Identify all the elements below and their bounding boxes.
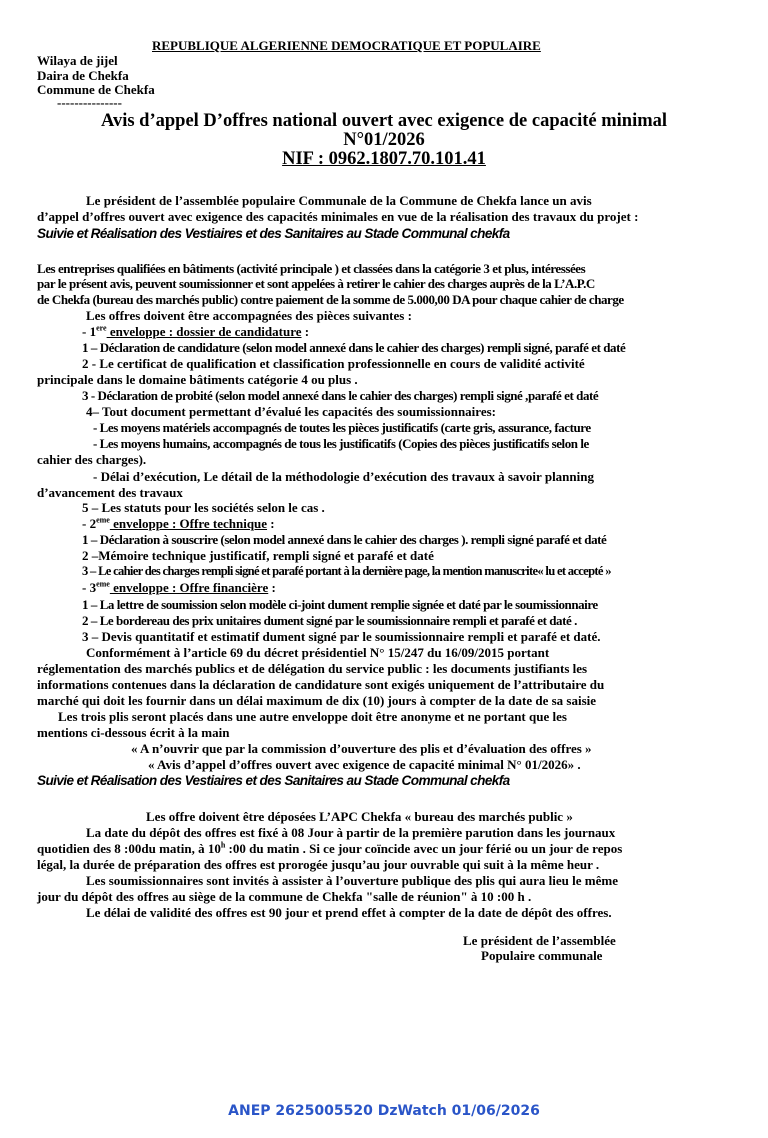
envelope-mention-quote-2: « Avis d’appel d’offres ouvert avec exigence de capacité minimal N° 01/2026» . [148,757,581,772]
conditions-line-1: Les entreprises qualifiées en bâtiments (activité principale ) et classées dans la catégorie 3 et plus, intéressées [37,261,586,276]
regulation-line-5: Les trois plis seront placés dans une autre enveloppe doit être anonyme et ne portant que les [58,709,567,724]
notice-number: N°01/2026 [343,130,425,150]
envelope-1-item-5: 5 – Les statuts pour les sociétés selon le cas . [82,500,325,515]
envelope-2-heading: - 2eme enveloppe : Offre technique : [82,515,275,531]
envelope-1-heading: - 1ere enveloppe : dossier de candidature : [82,323,310,339]
deposit-line-2: La date du dépôt des offres est fixé à 08 Jour à partir de la première parution dans les journaux [86,825,616,840]
envelope-3-item-3: 3 – Devis quantitatif et estimatif dument signé par le soumissionnaire rempli et parafé et daté. [82,629,601,644]
envelope-1-item-4c-cont: d’avancement des travaux [37,485,183,500]
daira-label: Daira de Chekfa [37,68,129,83]
notice-title: Avis d’appel D’offres national ouvert avec exigence de capacité minimal [100,111,668,131]
conditions-line-2: par le présent avis, peuvent soumissionner et sont appelées à retirer le cahier des charges auprès de la L’A.P.C [37,276,595,291]
regulation-line-4: marché qui doit les fournir dans un délai maximum de dix (10) jours à compter de la date de sa saisie [37,693,597,708]
envelope-1-item-4c: - Délai d’exécution, Le détail de la méthodologie d’exécution des travaux à savoir planning [93,469,594,484]
deposit-line-6: jour du dépôt des offres au siège de la commune de Chekfa "salle de réunion" à 10 :00 h . [37,889,532,904]
regulation-line-6: mentions ci-dessous écrit à la main [37,725,230,740]
deposit-line-7: Le délai de validité des offres est 90 jour et prend effet à compter de la date de dépôt des offres. [86,905,612,920]
deposit-line-5: Les soumissionnaires sont invités à assister à l’ouverture publique des plis qui aura lieu le même [86,873,618,888]
envelope-1-item-2-cont: principale dans le domaine bâtiments catégorie 4 ou plus . [37,372,358,387]
anep-footer-reference: ANEP 2625005520 DzWatch 01/06/2026 [228,1103,540,1119]
signature-line-1: Le président de l’assemblée [463,933,616,948]
envelope-1-item-3: 3 - Déclaration de probité (selon model annexé dans le cahier des charges) rempli signé ,parafé et daté [82,388,599,403]
intro-line-1: Le président de l’assemblée populaire Communale de la Commune de Chekfa lance un avis [86,193,592,208]
envelope-2-item-1: 1 – Déclaration à souscrire (selon model annexé dans le cahier des charges ). rempli signé parafé et daté [82,532,607,547]
envelope-2-item-2: 2 –Mémoire technique justificatif, rempli signé et parafé et daté [82,548,434,563]
regulation-line-2: réglementation des marchés publics et de délégation du service public : les documents justifiants les [37,661,588,676]
commune-label: Commune de Chekfa [37,82,155,97]
deposit-line-3: quotidien des 8 :00du matin, à 10$^h$ :00 du matin . Si ce jour coïncide avec un jour férié ou un jour de repos [37,840,623,856]
republic-heading: REPUBLIQUE ALGERIENNE DEMOCRATIQUE ET POPULAIRE [152,38,541,53]
signature-line-2: Populaire communale [481,948,603,963]
envelope-1-item-4b: - Les moyens humains, accompagnés de tous les justificatifs (Copies des pièces justificatifs selon le [93,436,589,451]
envelope-3-item-1: 1 – La lettre de soumission selon modèle ci-joint dument remplie signée et daté par le soumissionnaire [82,597,598,612]
header-separator: --------------- [57,95,122,110]
deposit-line-4: légal, la durée de préparation des offres est prorogée jusqu’au jour ouvrable qui suit à la même heur . [37,857,600,872]
envelope-1-item-4: 4– Tout document permettant d’évalué les capacités des soumissionnaires: [86,404,496,419]
regulation-line-1: Conformément à l’article 69 du décret présidentiel N° 15/247 du 16/09/2015 portant [86,645,550,660]
wilaya-label: Wilaya de jijel [37,53,118,68]
intro-line-2: d’appel d’offres ouvert avec exigence des capacités minimales en vue de la réalisation des travaux du projet : [37,209,639,224]
nif-number: NIF : 0962.1807.70.101.41 [282,149,486,169]
project-title-repeat: Suivie et Réalisation des Vestiaires et des Sanitaires au Stade Communal chekfa [37,773,510,788]
conditions-line-3: de Chekfa (bureau des marchés public) contre paiement de la somme de 5.000,00 DA pour chaque cahier de charge [37,292,624,307]
project-title: Suivie et Réalisation des Vestiaires et des Sanitaires au Stade Communal chekfa [37,226,510,241]
regulation-line-3: informations contenues dans la déclaration de candidature sont exigés uniquement de l’attributaire du [37,677,605,692]
envelope-1-item-4a: - Les moyens matériels accompagnés de toutes les pièces justificatifs (carte gris, assurance, facture [93,420,591,435]
envelope-1-item-4b-cont: cahier des charges). [37,452,147,467]
deposit-line-1: Les offre doivent être déposées L’APC Chekfa « bureau des marchés public » [146,809,573,824]
envelope-2-item-3: 3 – Le cahier des charges rempli signé et parafé portant à la dernière page, la mention manuscrite« lu et accepté » [82,564,611,578]
envelope-1-item-1: 1 – Déclaration de candidature (selon model annexé dans le cahier des charges) rempli signé, parafé et daté [82,340,626,355]
envelope-1-item-2: 2 - Le certificat de qualification et classification professionnelle en cours de validité activité [82,356,585,371]
conditions-line-4: Les offres doivent être accompagnées des pièces suivantes : [86,308,412,323]
envelope-3-item-2: 2 – Le bordereau des prix unitaires dument signé par le soumissionnaire rempli et parafé et daté . [82,613,577,628]
envelope-3-heading: - 3eme enveloppe : Offre financière : [82,579,276,595]
envelope-mention-quote-1: « A n’ouvrir que par la commission d’ouverture des plis et d’évaluation des offres » [131,741,592,756]
